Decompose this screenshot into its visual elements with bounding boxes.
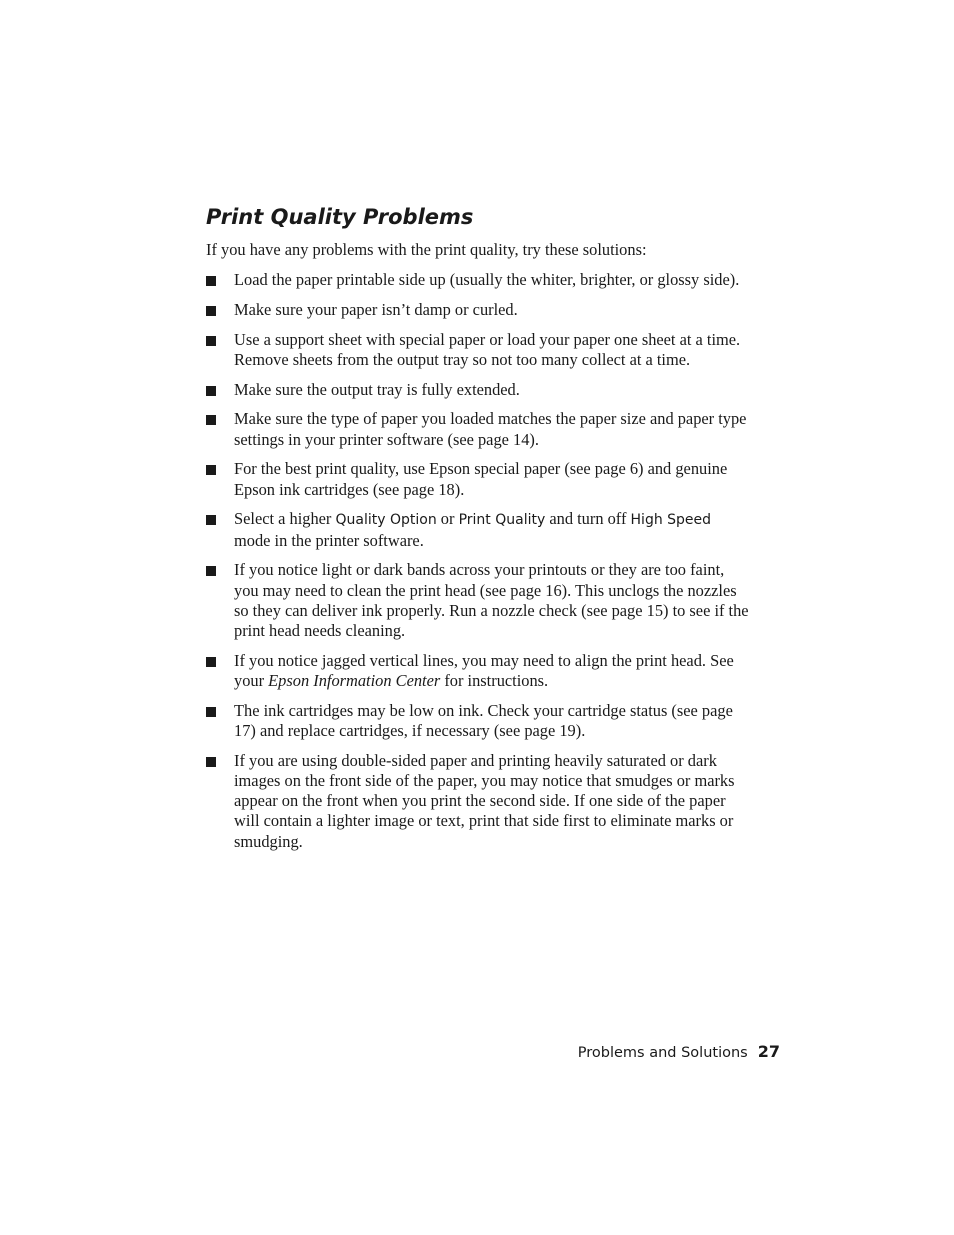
list-item (206, 300, 751, 320)
bullet-square-icon (206, 757, 216, 767)
section-title: Print Quality Problems (206, 205, 474, 229)
list-item (206, 651, 751, 691)
list-item (206, 560, 751, 641)
bullet-square-icon (206, 465, 216, 475)
intro-text: If you have any problems with the print quality, try these solutions: (206, 240, 647, 259)
text-segment: or (436, 509, 459, 529)
list-item (206, 380, 751, 400)
list-item (206, 409, 751, 449)
bullet-square-icon (206, 415, 216, 425)
bullet-square-icon (206, 515, 216, 525)
list-item-text: If you are using double-sided paper and printing heavily saturated or dark images on the front side of the paper, you may notice that smudges or marks appear on the front when you print the second side. If one side of the paper will contain a lighter image or text, print that side first to eliminate marks or smudging. (234, 750, 735, 851)
page-footer (578, 1041, 780, 1064)
list-item-text (234, 509, 711, 549)
list-item-text: If you notice light or dark bands across your printouts or they are too faint, you may need to clean the print head (see page 16). This unclogs the nozzles so they can deliver ink properly. Run a nozzle check (see page 15) to see if the print head needs cleaning. (234, 560, 749, 640)
list-item (206, 270, 751, 290)
bullet-square-icon (206, 707, 216, 717)
list-item-text: Load the paper printable side up (usually the whiter, brighter, or glossy side). (234, 270, 740, 289)
list-item (206, 330, 751, 370)
solutions-list (206, 270, 751, 861)
list-item-text: Use a support sheet with special paper or load your paper one sheet at a time. Remove sheets from the output tray so not too many collect at a time. (234, 329, 741, 369)
text-segment: for instructions. (440, 671, 549, 690)
bullet-square-icon (206, 657, 216, 667)
bullet-square-icon (206, 566, 216, 576)
bullet-square-icon (206, 306, 216, 316)
chapter-title: Problems and Solutions (577, 1045, 748, 1061)
list-item (206, 459, 751, 499)
text-segment: If you notice jagged vertical lines, you may need to align the print head. See your (234, 650, 734, 690)
print-quality-term: Print Quality (458, 512, 546, 529)
list-item-text (234, 651, 734, 690)
bullet-square-icon (206, 336, 216, 346)
text-segment: Select a higher (234, 509, 336, 529)
page-number: 27 (757, 1042, 780, 1061)
bullet-square-icon (206, 276, 216, 286)
epson-info-center-title: Epson Information Center (268, 671, 441, 690)
list-item-text: For the best print quality, use Epson special paper (see page 6) and genuine Epson ink cartridges (see page 18). (234, 459, 728, 499)
list-item-text: Make sure your paper isn’t damp or curled. (234, 299, 518, 319)
bullet-square-icon (206, 386, 216, 396)
text-segment: and turn off (545, 509, 631, 529)
list-item (206, 751, 751, 852)
list-item-text: The ink cartridges may be low on ink. Check your cartridge status (see page 17) and replace cartridges, if necessary (see page 19). (234, 700, 733, 740)
list-item (206, 509, 751, 550)
list-item-text: Make sure the output tray is fully extended. (234, 379, 520, 399)
text-segment: mode in the printer software. (234, 530, 424, 550)
list-item (206, 701, 751, 741)
high-speed-term: High Speed (630, 512, 712, 529)
list-item-text: Make sure the type of paper you loaded matches the paper size and paper type settings in your printer software (see page 14). (234, 409, 747, 449)
quality-option-term: Quality Option (335, 512, 437, 529)
